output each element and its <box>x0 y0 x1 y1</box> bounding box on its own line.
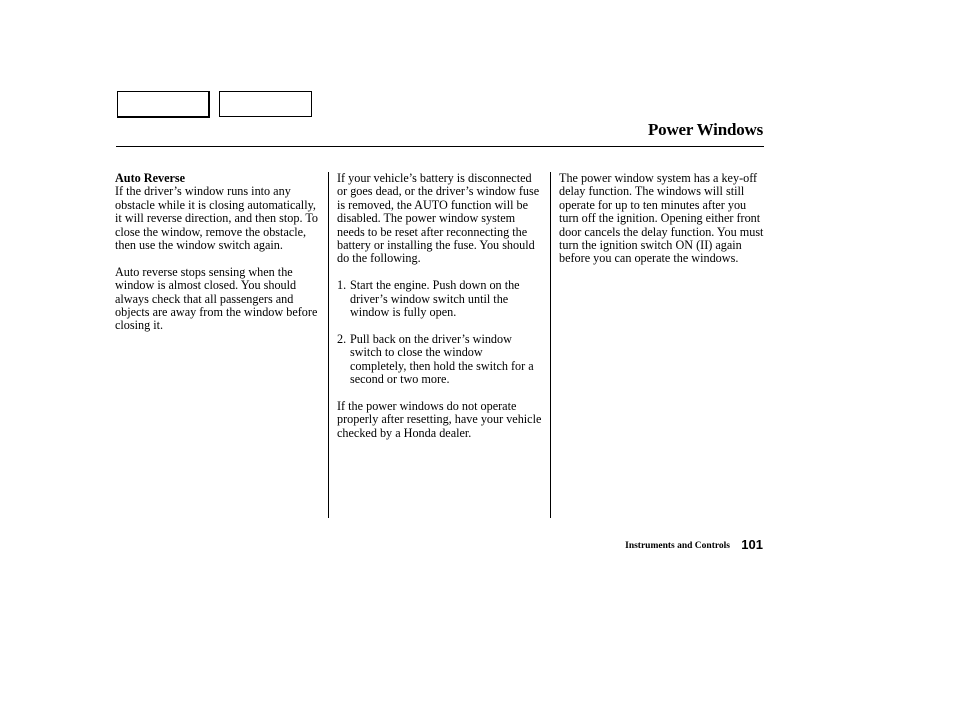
column-divider-1 <box>328 172 329 518</box>
page-title: Power Windows <box>647 120 763 139</box>
auto-reverse-paragraph-2: Auto reverse stops sensing when the window is almost closed. You should always check that all passengers and objects are away from the window before closing it. <box>115 264 318 333</box>
auto-reverse-heading: Auto Reverse <box>115 171 186 185</box>
auto-reverse-paragraph-1: If the driver’s window runs into any obstacle while it is closing automatically, it will reverse direction, and then stop. To close the window, remove the obstacle, then use the window switch again. <box>115 184 319 253</box>
column-divider-2 <box>550 172 551 518</box>
page-number: 101 <box>741 537 763 552</box>
main-menu-button[interactable] <box>117 91 210 118</box>
step-text: Pull back on the driver’s window switch to close the window completely, then hold the switch for a second or two more. <box>350 331 534 387</box>
text-column-3 <box>559 172 765 279</box>
text-column-1 <box>115 172 321 346</box>
battery-reset-paragraph: If your vehicle’s battery is disconnected or goes dead, or the driver’s window fuse is removed, the AUTO function will be disabled. The power window system needs to be reset after reconnecting the battery or installing the fuse. You should do the following. <box>337 171 540 266</box>
title-divider <box>116 146 764 147</box>
step-number: 2. <box>337 331 347 346</box>
footer-section-name: Instruments and Controls <box>625 541 730 551</box>
text-column-2 <box>337 172 542 453</box>
key-off-delay-paragraph: The power window system has a key-off delay function. The windows will still operate for up to ten minutes after you turn off the ignition. Opening either front door cancels the delay function. You must turn the ignition switch ON (II) again before you can operate the windows. <box>559 171 764 266</box>
reset-step-2 <box>337 333 542 387</box>
reset-step-1 <box>337 279 542 319</box>
step-text: Start the engine. Push down on the driver’s window switch until the window is fully open. <box>350 278 520 320</box>
index-button[interactable] <box>219 91 312 117</box>
dealer-check-paragraph: If the power windows do not operate properly after resetting, have your vehicle checked by a Honda dealer. <box>337 398 542 440</box>
step-number: 1. <box>337 278 347 293</box>
